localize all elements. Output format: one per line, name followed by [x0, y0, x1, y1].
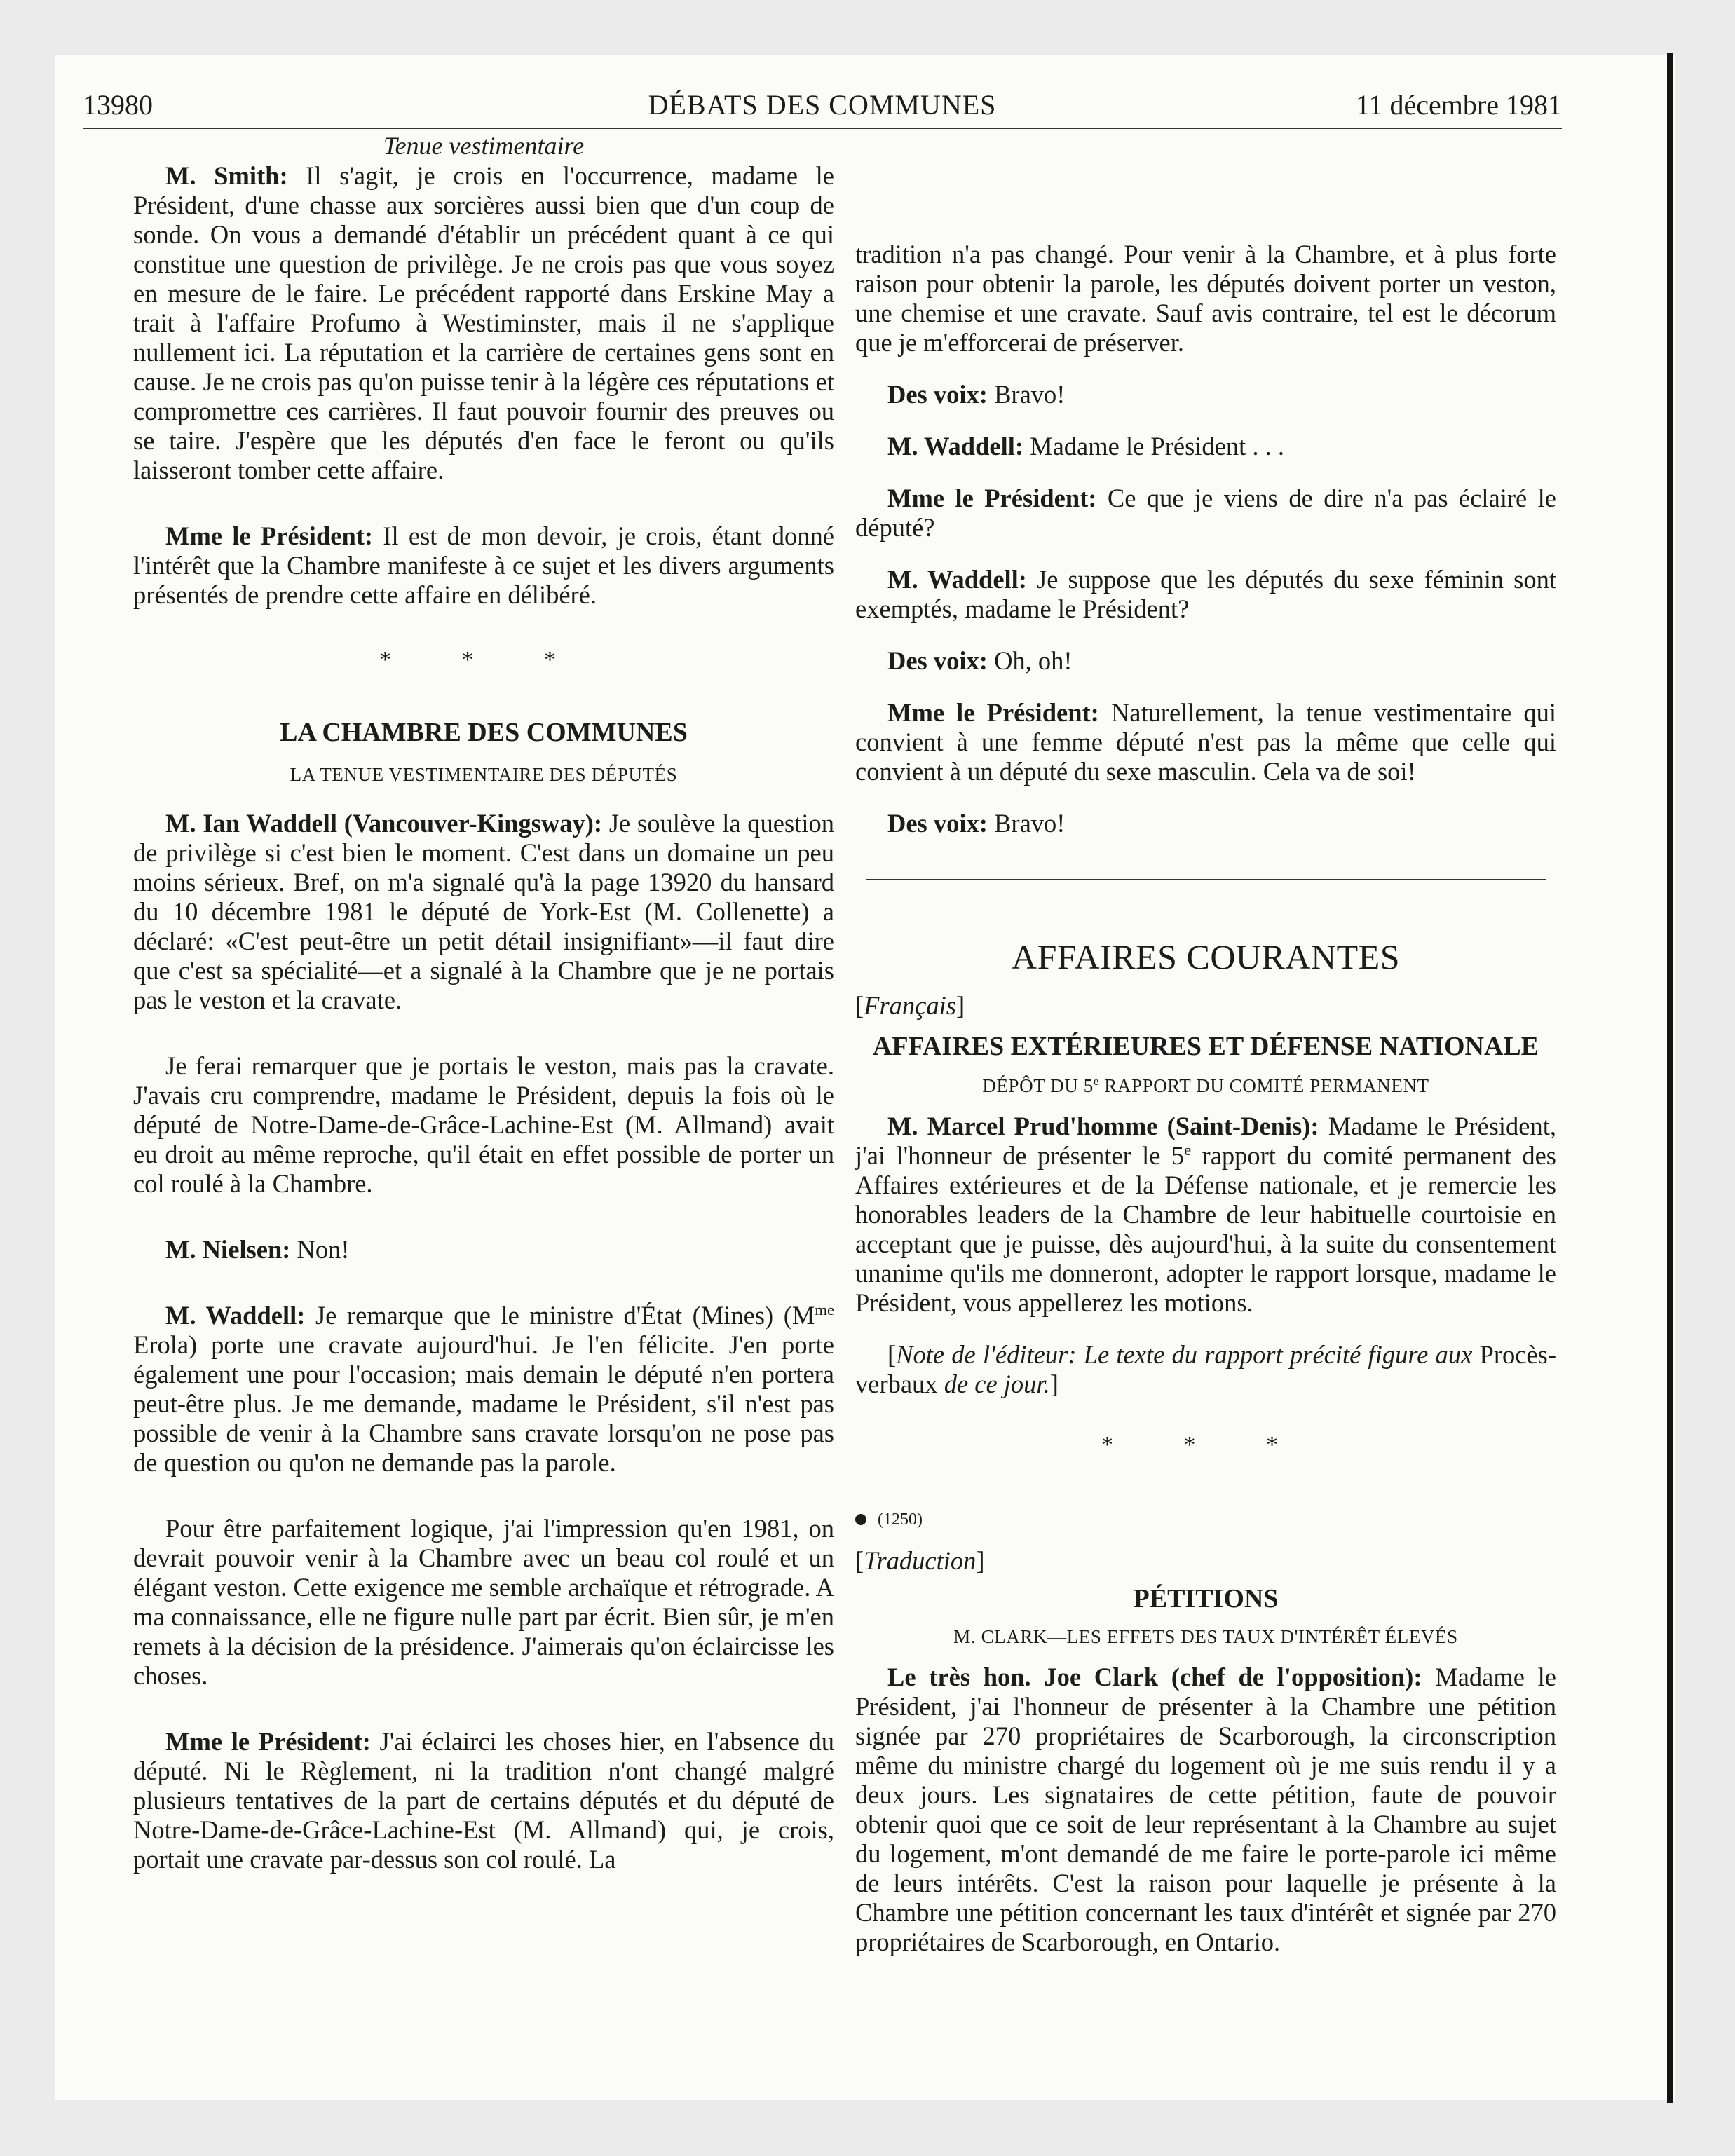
speech-waddell-3 [133, 1301, 834, 1478]
speech-text: Naturellement, la tenue vestimentaire qui convient à une femme député n'est pas la même que celle qui convient à un député du sexe masculin. Cela va de soi! [855, 698, 1556, 786]
time-stamp: (1250) [878, 1510, 923, 1529]
speech-president-continued: tradition n'a pas changé. Pour venir à la Chambre, et à plus forte raison pour obtenir la parole, les députés doivent porter un veston, une chemise et une cravate. Sauf avis contraire, tel est le décorum que je m'efforcerai de préserver. [855, 240, 1556, 357]
speech-nielsen [133, 1235, 834, 1264]
note-bracket: ] [1049, 1370, 1059, 1398]
running-header [83, 88, 1562, 129]
speech-prudhomme [855, 1112, 1556, 1318]
time-marker [855, 1508, 1556, 1531]
left-column [133, 130, 834, 1874]
language-label: Français [864, 991, 956, 1020]
speech-text: Non! [290, 1235, 350, 1264]
speech-president-1 [133, 521, 834, 610]
speech-text: Madame le Président . . . [1023, 432, 1285, 460]
speaker-name: Mme le Président: [165, 1727, 371, 1756]
publication-title: DÉBATS DES COMMUNES [648, 89, 997, 121]
superscript: e [1093, 1074, 1099, 1088]
language-tag-francais: [Français] [855, 991, 965, 1020]
superscript: e [1184, 1140, 1192, 1159]
section-separator-stars: * * * [1101, 1432, 1310, 1458]
subtitle-text: DÉPÔT DU 5 [982, 1075, 1094, 1096]
subtitle-text: RAPPORT DU COMITÉ PERMANENT [1098, 1075, 1429, 1096]
section-separator-stars: * * * [379, 647, 588, 673]
speech-waddell-2: Je ferai remarquer que je portais le veston, mais pas la cravate. J'avais cru comprendre, madame le Président, depuis la fois où le député de Notre-Dame-de-Grâce-Lachine-Est (M. Allmand) avait eu droit au même reproche, qu'il était en effet possible de porter un col roulé à la Chambre. [133, 1051, 834, 1198]
speech-waddell-6 [855, 565, 1556, 624]
speech-text: J'ai éclairci les choses hier, en l'absence du député. Ni le Règlement, ni la tradition n'ont changé malgré plusieurs tentatives de la part de certains députés et du député de Notre-Dame-de-Grâce-Lachine-Est (M. Allmand) qui, je crois, portait une cravate par-dessus son col roulé. La [133, 1727, 834, 1874]
speech-text: Oh, oh! [987, 646, 1073, 675]
speech-president-4 [855, 698, 1556, 786]
petitions-subtitle: M. CLARK—LES EFFETS DES TAUX D'INTÉRÊT ÉLEVÉS [953, 1626, 1458, 1647]
section-title-chambre: LA CHAMBRE DES COMMUNES [280, 718, 688, 747]
note-text: Procès-verbaux [855, 1340, 1556, 1398]
speaker-name: M. Smith: [165, 161, 288, 190]
page-number: 13980 [83, 89, 153, 121]
note-bracket: [ [887, 1340, 897, 1369]
scan-edge-line [1667, 53, 1673, 2103]
speech-text: Madame le Président, j'ai l'honneur de présenter le 5 [855, 1112, 1556, 1170]
speaker-name: M. Marcel Prud'homme (Saint-Denis): [887, 1112, 1319, 1140]
subsection-subtitle-depot [855, 1074, 1556, 1098]
language-tag-traduction: [Traduction] [855, 1546, 985, 1575]
speech-text: Il est de mon devoir, je crois, étant donné l'intérêt que la Chambre manifeste à ce sujet et les divers arguments présentés de prendre cette affaire en délibéré. [133, 521, 834, 609]
speech-text: Je soulève la question de privilège si c'est bien le moment. C'est dans un domaine un peu moins sérieux. Bref, on m'a signalé qu'à la page 13920 du hansard du 10 décembre 1981 le député de York-Est (M. Collenette) a déclaré: «C'est peut-être un petit détail insignifiant»—il faut dire que c'est sa spécialité—et a signalé à la Chambre que je ne portais pas le veston et la cravate. [133, 809, 834, 1014]
speaker-name: M. Waddell: [887, 565, 1027, 594]
note-text: de ce jour. [937, 1370, 1050, 1398]
speech-smith [133, 161, 834, 485]
speaker-name: M. Waddell: [887, 432, 1024, 460]
speech-text: Ce que je viens de dire n'a pas éclairé le député? [855, 484, 1556, 542]
speech-text: Il s'agit, je crois en l'occurrence, madame le Président, d'une chasse aux sorcières aussi bien que d'un coup de sonde. On vous a demandé d'établir un précédent quant à ce qui constitue une question de privilège. Je ne crois pas que vous soyez en mesure de le faire. Le précédent rapporté dans Erskine May a trait à l'affaire Profumo à Westiminster, mais il ne s'applique nullement ici. La réputation et la carrière de certaines gens sont en cause. Je ne crois pas qu'on puisse tenir à la légère ces réputations et compromettre ces carrières. Il faut pouvoir fournir des preuves ou se taire. J'espère que les députés d'en face le feront ou qu'ils laisseront tomber cette affaire. [133, 161, 835, 484]
section-title-petitions: PÉTITIONS [1133, 1584, 1279, 1613]
subheading-tenue: Tenue vestimentaire [383, 132, 585, 160]
language-label: Traduction [864, 1546, 977, 1575]
speech-president-3 [855, 484, 1556, 543]
note-text: Note de l'éditeur: Le texte du rapport précité figure aux [896, 1340, 1473, 1369]
bullet-dot-icon [855, 1514, 866, 1525]
speaker-name: Des voix: [887, 809, 988, 838]
speech-text: Je suppose que les députés du sexe féminin sont exemptés, madame le Président? [855, 565, 1556, 623]
speech-waddell-5 [855, 432, 1556, 461]
speech-clark [855, 1663, 1556, 1957]
section-rule [866, 879, 1546, 880]
speech-waddell-1 [133, 809, 834, 1015]
header-date: 11 décembre 1981 [1356, 89, 1562, 121]
subsection-title-affaires-exterieures: AFFAIRES EXTÉRIEURES ET DÉFENSE NATIONALE [872, 1032, 1539, 1061]
interjection-oh [855, 646, 1556, 676]
speaker-name: Le très hon. Joe Clark (chef de l'opposition): [887, 1663, 1422, 1691]
speaker-name: Des voix: [887, 646, 988, 675]
speech-text: Je remarque que le ministre d'État (Mines) (M [305, 1301, 815, 1330]
speaker-name: Des voix: [887, 380, 988, 409]
speech-text: rapport du comité permanent des Affaires extérieures et de la Défense nationale, et je remercie les honorables leaders de la Chambre de leur habituelle courtoisie en acceptant que je puisse, dès aujourd'hui, à la suite du consentement unanime qu'ils me donneront, adopter le rapport lorsque, madame le Président, vous appellerez les motions. [855, 1141, 1556, 1317]
interjection-bravo-1 [855, 380, 1556, 409]
superscript: me [815, 1300, 835, 1318]
speaker-name: M. Nielsen: [165, 1235, 291, 1264]
speech-text: Bravo! [987, 809, 1066, 838]
speech-text: Madame le Président, j'ai l'honneur de présenter à la Chambre une pétition signée par 270 propriétaires de Scarborough, la circonscription même du ministre chargé du logement où je me suis rendu il y a deux jours. Les signataires de cette pétition, faute de pouvoir obtenir quoi que ce soit de leur représentant à la Chambre au sujet du logement, m'ont demandé de me faire le porte-parole ici même de leurs intérêts. C'est la raison pour laquelle je présente à la Chambre une pétition concernant les taux d'intérêt et signée par 270 propriétaires de Scarborough, en Ontario. [855, 1663, 1556, 1956]
speaker-name: M. Waddell: [165, 1301, 306, 1330]
speaker-name: M. Ian Waddell (Vancouver-Kingsway): [165, 809, 603, 838]
speech-president-2 [133, 1727, 834, 1874]
section-title-affaires-courantes: AFFAIRES COURANTES [1012, 937, 1400, 976]
speech-text: Bravo! [987, 380, 1066, 409]
section-subtitle-tenue: LA TENUE VESTIMENTAIRE DES DÉPUTÉS [290, 764, 678, 785]
speaker-name: Mme le Président: [887, 484, 1097, 512]
speech-waddell-4: Pour être parfaitement logique, j'ai l'impression qu'en 1981, on devrait pouvoir venir à la Chambre avec un beau col roulé et un élégant veston. Cette exigence me semble archaïque et rétrograde. A ma connaissance, elle ne figure nulle part par écrit. Bien sûr, je m'en remets à la décision de la présidence. J'aimerais qu'on éclaircisse les choses. [133, 1514, 834, 1690]
editor-note [855, 1340, 1556, 1399]
speaker-name: Mme le Président: [165, 521, 374, 550]
speech-text: Erola) porte une cravate aujourd'hui. Je l'en félicite. J'en porte également une pour l'occasion; mais demain le député n'en portera peut-être plus. Je me demande, madame le Président, s'il n'est pas possible de venir à la Chambre sans cravate lorsqu'on ne pose pas de question ou qu'on ne demande pas la parole. [133, 1330, 834, 1477]
right-column [855, 240, 1556, 1957]
interjection-bravo-2 [855, 809, 1556, 838]
speaker-name: Mme le Président: [887, 698, 1099, 727]
